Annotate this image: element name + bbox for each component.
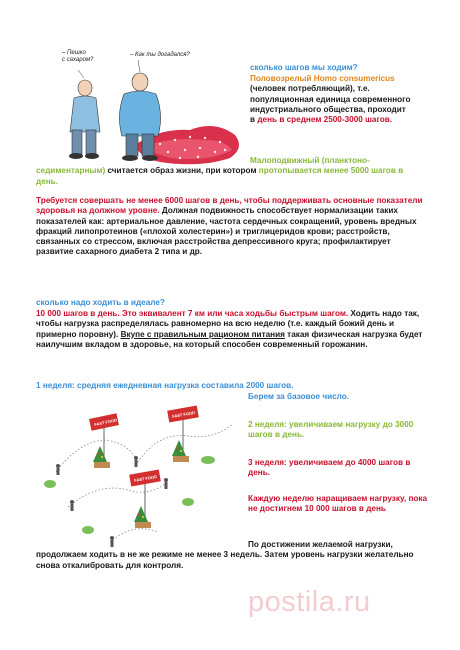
- week-2-text: 2 неделя: увеличиваем нагрузку до 3000 шагов в день.: [248, 420, 414, 440]
- week-1-text: 1 неделя: средняя ежедневная нагрузка составила 2000 шагов.: [36, 381, 294, 390]
- ideal-underlined-text: Вкупе с правильным рационом питания: [120, 329, 285, 339]
- week-4-text: Каждую неделю наращиваем нагрузку, пока не достигнем 10 000 шагов в день: [248, 494, 428, 514]
- homo-consumericus-text: Половозрелый Homo consumericus: [250, 74, 395, 83]
- sedentary-body: считается образ жизни, при котором: [105, 166, 259, 176]
- ideal-paragraph: [36, 309, 428, 350]
- week-1-tail-text: Берем за базовое число.: [248, 392, 350, 401]
- requirement-body-text: Должная подвижность способствует нормализации таких показателей как: артериальное давление, частота сердечных сокращений, уровень вредных фракций липопротеинов («плохой холестерин») и триглицеридов крови; расстройств, связанных со стрессом, включая расстройства депрессивного круга; профилактирует развитие сахарного диабета 2 типа и др.: [36, 206, 417, 257]
- intro-paragraph: [250, 74, 412, 125]
- speech-bubble-1: – Пешко с сахаром?: [62, 50, 94, 63]
- ideal-body-text-2: такая физическая нагрузка будет наилучшим вкладом в здоровье, на который способен современный горожанин.: [36, 329, 423, 349]
- sedentary-paragraph: [36, 156, 424, 187]
- daily-steps-text: день в среднем 2500-3000 шагов.: [257, 115, 393, 125]
- top-cartoon-illustration: [40, 40, 250, 170]
- week-3-text: 3 неделя: увеличиваем до 4000 шагов в день.: [248, 458, 411, 478]
- section-title-how-many-steps: сколько шагов мы ходим?: [250, 63, 358, 72]
- sedentary-threshold: протопывается менее 5000 шагов в день.: [36, 166, 404, 186]
- sign-1-label: FAST FOOD: [93, 417, 118, 428]
- conclusion-paragraph: По достижении желаемой нагрузки, продолжаем ходить в не же режиме не менее 3 недель. Затем уровень нагрузки желательно снова откалибровать для контроля.: [36, 540, 414, 570]
- speech-bubble-2: – Как ты догадался?: [130, 52, 190, 58]
- postila-watermark: postila.ru: [248, 586, 371, 618]
- ideal-10000-text: 10 000 шагов в день. Это эквивалент 7 км или часа ходьбы быстрым шагом.: [36, 309, 349, 318]
- requirement-6000-text: Требуется совершать не менее 6000 шагов в день, чтобы поддерживать основные показатели здоровья на должном уровне.: [36, 196, 423, 216]
- intro-body-text: (человек потребляющий), т.е. популяционная единица современного индустриального общества, проходит в: [250, 84, 411, 125]
- sign-3-label: FAST FOOD: [133, 473, 158, 483]
- ideal-body-text-1: Ходить надо так, чтобы нагрузка распределялась равномерно на всю неделю (т.е. каждый божий день и примерно поровну).: [36, 309, 420, 339]
- fast-food-steps-illustration: [38, 402, 243, 552]
- fast-food-signs-svg: [38, 402, 243, 552]
- sign-2-label: FAST FOOD: [171, 409, 196, 419]
- section-title-ideal: сколько надо ходить в идеале?: [36, 298, 165, 307]
- requirements-paragraph: [36, 196, 428, 258]
- sedentary-label: Малоподвижный (планктоно-седиментарным): [36, 156, 370, 176]
